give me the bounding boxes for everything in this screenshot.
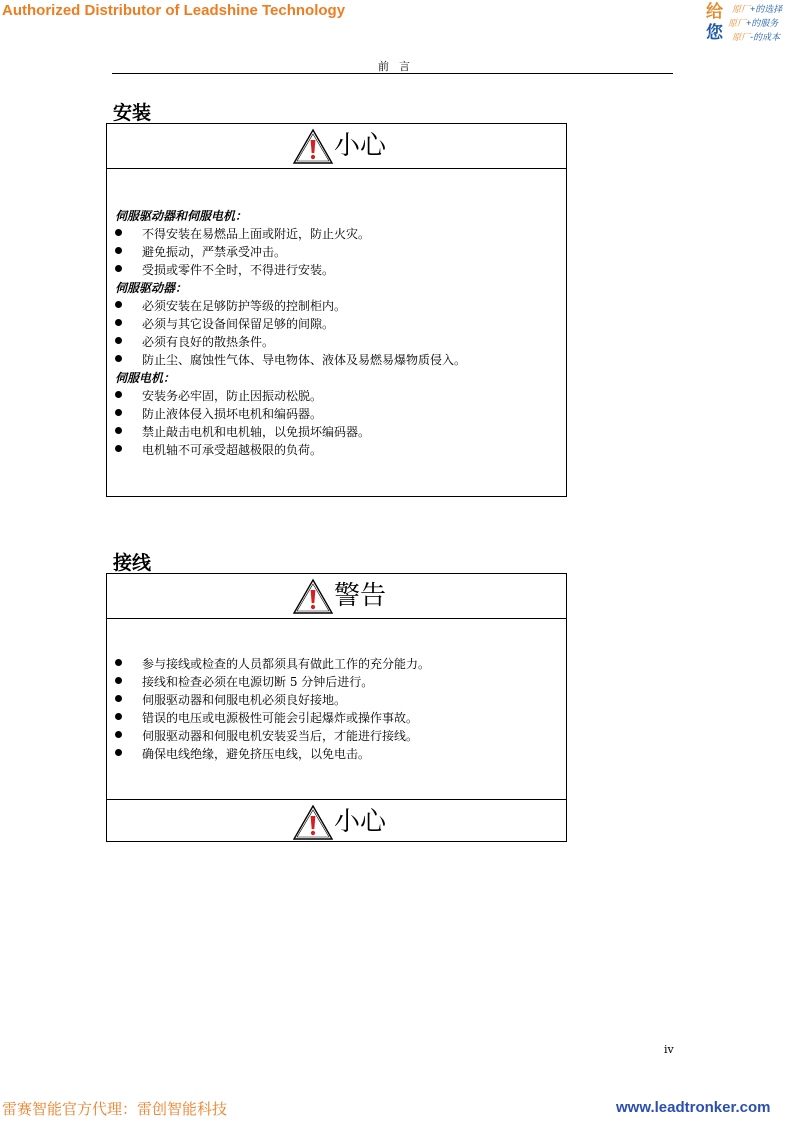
bullet-icon xyxy=(115,337,122,344)
logo-tagline-3: 原厂-的成本 xyxy=(732,32,781,42)
bullet-icon xyxy=(115,695,122,702)
group-heading: 伺服电机： xyxy=(115,371,176,385)
footer-website-link[interactable]: www.leadtronker.com xyxy=(616,1099,771,1116)
group-heading: 伺服驱动器： xyxy=(115,281,188,295)
bullet-icon xyxy=(115,659,122,666)
bullet-icon xyxy=(115,445,122,452)
caution-header xyxy=(107,124,566,169)
caution-label: 小心 xyxy=(334,807,387,837)
distributor-banner: Authorized Distributor of Leadshine Technology xyxy=(2,2,346,19)
wiring-warning-box xyxy=(106,573,567,842)
bullet-icon xyxy=(115,731,122,738)
bullet-icon xyxy=(115,409,122,416)
logo-char-2: 您 xyxy=(706,23,723,43)
running-head: 前言 xyxy=(378,60,420,73)
bullet-icon xyxy=(115,391,122,398)
bullet-icon xyxy=(115,301,122,308)
section-title-install: 安装 xyxy=(113,102,152,124)
logo-tagline-1: 原厂+的选择 xyxy=(732,4,783,14)
bullet-icon xyxy=(115,319,122,326)
logo-char-1: 给 xyxy=(706,2,723,22)
warning-triangle-icon xyxy=(292,578,334,615)
footer-agent-text: 雷赛智能官方代理：雷创智能科技 xyxy=(2,1100,228,1118)
warning-label: 警告 xyxy=(334,581,387,611)
warning-triangle-icon xyxy=(292,128,334,165)
wiring-warning-body: 参与接线或检查的人员都须具有做此工作的充分能力。 接线和检查必须在电源切断 5 分钟后进行。 伺服驱动器和伺服电机必须良好接地。 错误的电压或电源极性可能会引起爆炸或操作事故。 伺服驱动器和伺服电机安装妥当后，才能进行接线。 确保电线绝缘，避免挤压电线，以免电击。 xyxy=(107,619,566,800)
warning-header xyxy=(107,574,566,619)
brand-logo xyxy=(706,3,792,45)
group-heading: 伺服驱动器和伺服电机： xyxy=(115,209,248,223)
install-caution-box: 小心 伺服驱动器和伺服电机： 不得安装在易燃品上面或附近，防止火灾。 避免振动，严禁承受冲击。 受损或零件不全时，不得进行安装。 伺服驱动器： 必须安装在足够防护等级的控制柜内。 必须与其它设备间保留足够的间隙。 必须有良好的散热条件。 防止尘、腐蚀性气体、导电物体、液体及易燃易爆物质侵入。 伺服电机： 安装务必牢固，防止因振动松脱。 防止液体侵入损坏电机和编码器。 禁止敲击电机和电机轴，以免损坏编码器。 电机轴不可承受超越极限的负荷。 xyxy=(106,123,567,497)
bullet-icon xyxy=(115,749,122,756)
bullet-icon xyxy=(115,713,122,720)
bullet-icon xyxy=(115,229,122,236)
bullet-icon xyxy=(115,265,122,272)
caution-label: 小心 xyxy=(334,131,387,161)
section-title-wiring: 接线 xyxy=(113,552,152,574)
warning-triangle-icon xyxy=(292,804,334,841)
logo-tagline-2: 原厂+的服务 xyxy=(728,18,779,28)
bullet-icon xyxy=(115,247,122,254)
page-number: iv xyxy=(664,1043,674,1056)
header-rule xyxy=(112,73,673,74)
bullet-icon xyxy=(115,677,122,684)
bullet-icon xyxy=(115,355,122,362)
bullet-icon xyxy=(115,427,122,434)
caution-header xyxy=(107,800,566,844)
